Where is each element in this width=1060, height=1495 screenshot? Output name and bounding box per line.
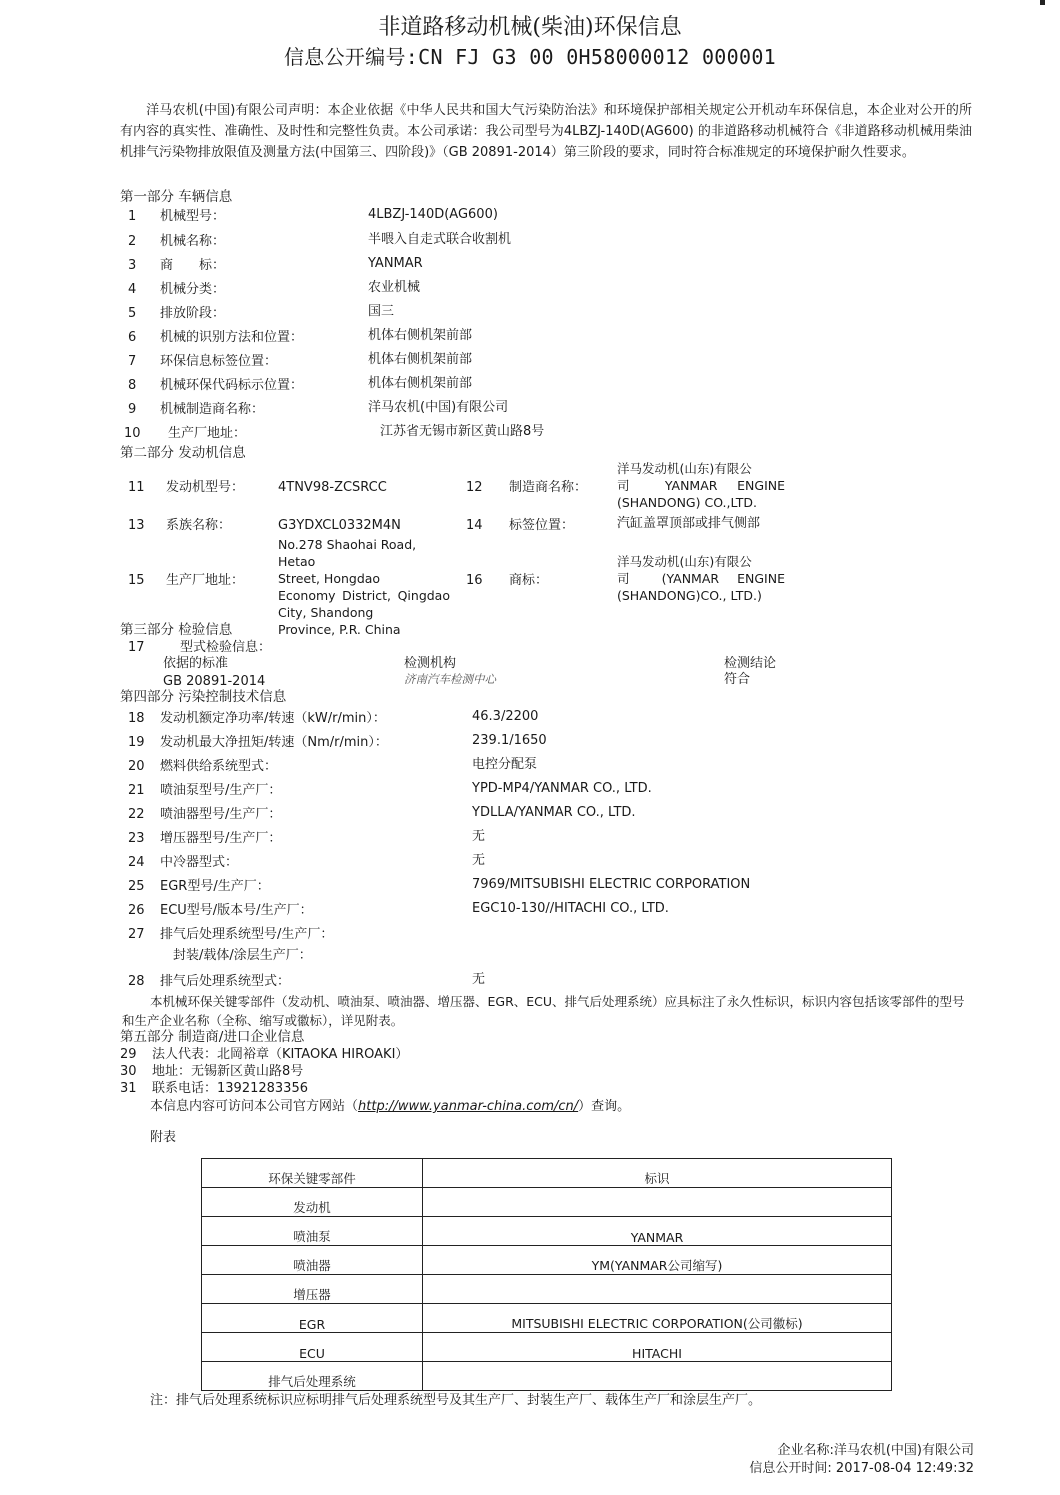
row-number: 6 — [128, 330, 137, 345]
table-row — [202, 1188, 892, 1217]
statement-paragraph — [120, 100, 972, 163]
mark-cell — [423, 1362, 892, 1391]
field-value: 江苏省无锡市新区黄山路8号 — [380, 424, 545, 439]
factory-address-label: 生产厂地址： — [166, 573, 245, 588]
field-value: 4LBZJ-140D(AG600) — [368, 207, 498, 222]
row-number: 27 — [128, 927, 145, 942]
row-number: 24 — [128, 855, 145, 870]
mark-cell: MITSUBISHI ELECTRIC CORPORATION(公司徽标) — [423, 1304, 892, 1333]
field-value: 无 — [472, 829, 486, 844]
table-row — [202, 1217, 892, 1246]
type-inspection-label: 型式检验信息： — [180, 640, 272, 655]
part1-heading: 第一部分 车辆信息 — [120, 189, 233, 205]
disclosure-time: 信息公开时间: 2017-08-04 12:49:32 — [749, 1461, 974, 1476]
part-cell: EGR — [202, 1304, 423, 1333]
row-number: 18 — [128, 711, 145, 726]
label-position-value: 汽缸盖罩顶部或排气侧部 — [617, 516, 761, 531]
table-row — [202, 1333, 892, 1362]
trademark-value: 洋马发动机(山东)有限公 司 (YANMAR ENGINE (SHANDONG)CO., LTD.) — [617, 554, 785, 603]
row-number: 12 — [466, 480, 483, 495]
row-number: 7 — [128, 354, 137, 369]
part3-heading: 第三部分 检验信息 — [120, 622, 233, 638]
query-line: 本信息内容可访问本公司官方网站（http://www.yanmar-china.com/cn/）查询。 — [150, 1099, 631, 1114]
row-number: 10 — [124, 426, 141, 441]
row-number: 5 — [128, 306, 137, 321]
standard-value: GB 20891-2014 — [163, 674, 266, 689]
institution-value: 济南汽车检测中心 — [404, 672, 496, 686]
engine-model-label: 发动机型号： — [166, 480, 245, 495]
field-label: 中冷器型式： — [160, 855, 239, 870]
field-label: 机械环保代码标示位置： — [160, 378, 304, 393]
family-name-value: G3YDXCL0332M4N — [278, 518, 401, 533]
aftertreatment-type-value: 无 — [472, 972, 486, 987]
row-number: 2 — [128, 234, 137, 249]
engine-model-value: 4TNV98-ZCSRCC — [278, 480, 387, 495]
field-label: 商 标： — [160, 258, 226, 273]
standard-column-header: 依据的标准 — [163, 656, 229, 671]
mark-cell — [423, 1275, 892, 1304]
row-number: 9 — [128, 402, 137, 417]
mark-cell: YM(YANMAR公司缩写) — [423, 1246, 892, 1275]
row-number: 28 — [128, 974, 145, 989]
field-value: 无 — [472, 853, 486, 868]
contact-line: 联系电话：13921283356 — [152, 1081, 308, 1096]
field-value: EGC10-130//HITACHI CO., LTD. — [472, 901, 669, 916]
row-number: 22 — [128, 807, 145, 822]
result-value: 符合 — [724, 672, 751, 687]
field-label: 机械型号： — [160, 209, 226, 224]
field-label: 燃料供给系统型式： — [160, 759, 278, 774]
attachment-label: 附表 — [150, 1130, 177, 1145]
attachment-table — [201, 1158, 892, 1391]
field-value: 国三 — [368, 304, 395, 319]
header-mark: 标识 — [423, 1159, 892, 1188]
field-value: YANMAR — [368, 256, 423, 271]
factory-address-value: No.278 Shaohai Road, Hetao Street, Hongdao Economy District, Qingdao City, Shandong Province, P.R. China — [278, 537, 450, 637]
field-value: 239.1/1650 — [472, 733, 547, 748]
row-number: 26 — [128, 903, 145, 918]
institution-column-header: 检测机构 — [404, 656, 457, 671]
disclosure-number: 信息公开编号:CN FJ G3 00 0H58000012 000001 — [283, 45, 777, 69]
field-label: 发动机最大净扭矩/转速（Nm/r/min）： — [160, 735, 388, 750]
attachment-note: 注：排气后处理系统标识应标明排气后处理系统型号及其生产厂、封装生产厂、载体生产厂和涂层生产厂。 — [150, 1393, 762, 1408]
field-label: 喷油器型号/生产厂： — [160, 807, 282, 822]
field-label: 排放阶段： — [160, 306, 226, 321]
row-number: 30 — [120, 1064, 137, 1079]
contact-line: 地址：无锡新区黄山路8号 — [152, 1064, 304, 1079]
mark-cell — [423, 1188, 892, 1217]
mark-cell: HITACHI — [423, 1333, 892, 1362]
row-number: 16 — [466, 573, 483, 588]
table-header-row — [202, 1159, 892, 1188]
key-parts-note: 本机械环保关键零部件（发动机、喷油泵、喷油器、增压器、EGR、ECU、排气后处理系统）应具标注了永久性标识，标识内容包括该零部件的型号和生产企业名称（全称、缩写或徽标），详见附表。 — [122, 994, 965, 1028]
row-number: 11 — [128, 480, 145, 495]
row-number: 23 — [128, 831, 145, 846]
table-row — [202, 1246, 892, 1275]
part-cell: 增压器 — [202, 1275, 423, 1304]
field-label: ECU型号/版本号/生产厂： — [160, 903, 313, 918]
row-number: 25 — [128, 879, 145, 894]
field-value: 机体右侧机架前部 — [368, 328, 473, 343]
part-cell: 喷油泵 — [202, 1217, 423, 1246]
row-number: 19 — [128, 735, 145, 750]
part-cell: 喷油器 — [202, 1246, 423, 1275]
row-number: 15 — [128, 573, 145, 588]
field-value: 7969/MITSUBISHI ELECTRIC CORPORATION — [472, 877, 751, 892]
result-column-header: 检测结论 — [724, 656, 777, 671]
field-value: 电控分配泵 — [472, 757, 538, 772]
field-label: 生产厂地址： — [168, 426, 247, 441]
header-part: 环保关键零部件 — [202, 1159, 423, 1188]
encapsulation-label: 封装/载体/涂层生产厂： — [173, 948, 312, 963]
website-link[interactable]: http://www.yanmar-china.com/cn/ — [358, 1099, 579, 1114]
part-cell: 发动机 — [202, 1188, 423, 1217]
field-value: 46.3/2200 — [472, 709, 539, 724]
field-label: 环保信息标签位置： — [160, 354, 278, 369]
field-label: 机械分类： — [160, 282, 226, 297]
row-number: 1 — [128, 209, 137, 224]
manufacturer-value: 洋马发动机(山东)有限公 司 YANMAR ENGINE (SHANDONG) CO.,LTD. — [617, 461, 785, 510]
family-name-label: 系族名称： — [166, 518, 232, 533]
trademark-label: 商标： — [509, 573, 549, 588]
part4-heading: 第四部分 污染控制技术信息 — [120, 689, 287, 705]
field-value: 机体右侧机架前部 — [368, 352, 473, 367]
part-cell: ECU — [202, 1333, 423, 1362]
row-number: 21 — [128, 783, 145, 798]
part5-heading: 第五部分 制造商/进口企业信息 — [120, 1029, 305, 1045]
field-label: 排气后处理系统型号/生产厂： — [160, 927, 334, 942]
field-label: 机械名称： — [160, 234, 226, 249]
field-value: 农业机械 — [368, 280, 421, 295]
field-value: 机体右侧机架前部 — [368, 376, 473, 391]
contact-line: 法人代表：北岡裕章（KITAOKA HIROAKI） — [152, 1047, 409, 1062]
field-label: 机械的识别方法和位置： — [160, 330, 304, 345]
field-label: 喷油泵型号/生产厂： — [160, 783, 282, 798]
document-title: 非道路移动机械(柴油)环保信息 — [378, 15, 682, 40]
part-cell: 排气后处理系统 — [202, 1362, 423, 1391]
aftertreatment-type-label: 排气后处理系统型式： — [160, 974, 291, 989]
field-label: EGR型号/生产厂： — [160, 879, 270, 894]
row-number: 3 — [128, 258, 137, 273]
row-number: 17 — [128, 640, 145, 655]
field-label: 机械制造商名称： — [160, 402, 265, 417]
label-position-label: 标签位置： — [509, 518, 575, 533]
field-value: YDLLA/YANMAR CO., LTD. — [472, 805, 636, 820]
row-number: 13 — [128, 518, 145, 533]
row-number: 14 — [466, 518, 483, 533]
part2-heading: 第二部分 发动机信息 — [120, 445, 246, 461]
field-value: 洋马农机(中国)有限公司 — [368, 400, 509, 415]
field-value: 半喂入自走式联合收割机 — [368, 232, 512, 247]
row-number: 4 — [128, 282, 137, 297]
manufacturer-label: 制造商名称： — [509, 480, 588, 495]
table-row — [202, 1304, 892, 1333]
row-number: 31 — [120, 1081, 137, 1096]
table-row — [202, 1362, 892, 1391]
row-number: 8 — [128, 378, 137, 393]
scan-mark — [1040, 0, 1045, 5]
field-label: 增压器型号/生产厂： — [160, 831, 282, 846]
row-number: 29 — [120, 1047, 137, 1062]
field-label: 发动机额定净功率/转速（kW/r/min）： — [160, 711, 386, 726]
statement-text: 洋马农机(中国)有限公司声明：本企业依据《中华人民共和国大气污染防治法》和环境保护部相关规定公开机动车环保信息，本企业对公开的所有内容的真实性、准确性、及时性和完整性负责。本公司承诺：我公司型号为4LBZJ-140D(AG600) 的非道路移动机械符合《非道路移动机械用柴油机排气污染物排放限值及测量方法(中国第三、四阶段)》（GB 20891-2014）第三阶段的要求，同时符合标准规定的环境保护耐久性要求。 — [120, 103, 972, 160]
mark-cell: YANMAR — [423, 1217, 892, 1246]
row-number: 20 — [128, 759, 145, 774]
table-row — [202, 1275, 892, 1304]
field-value: YPD-MP4/YANMAR CO., LTD. — [472, 781, 652, 796]
company-name: 企业名称:洋马农机(中国)有限公司 — [777, 1443, 974, 1458]
